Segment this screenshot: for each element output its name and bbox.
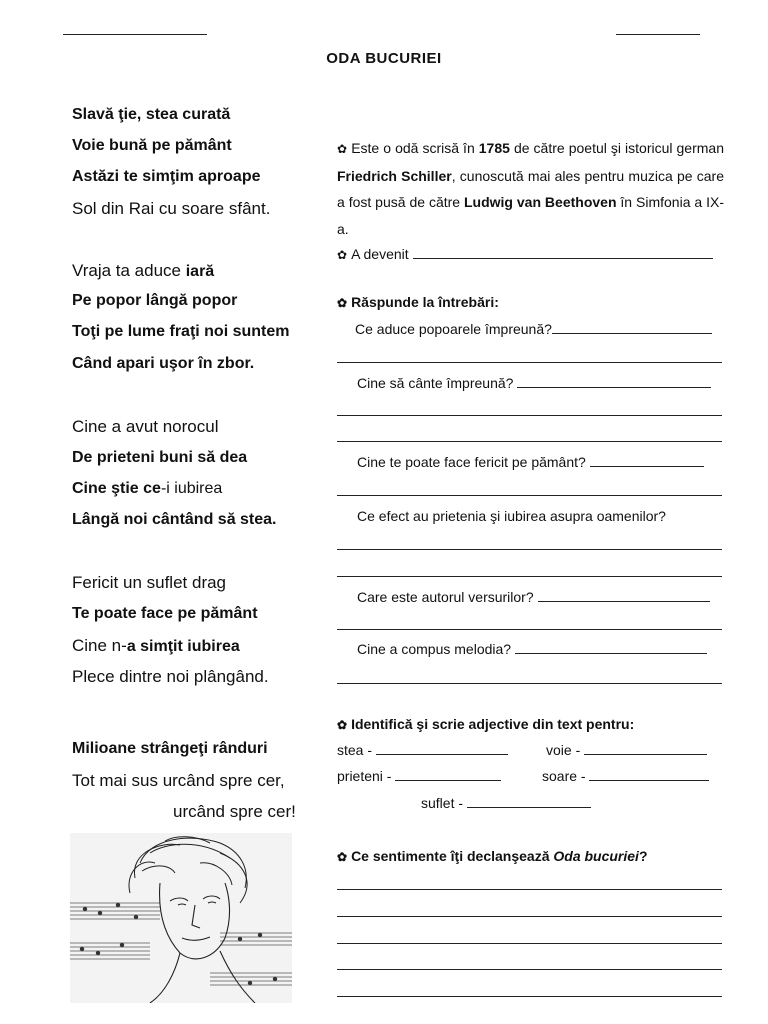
answer-line[interactable] bbox=[589, 768, 709, 781]
answer-line[interactable] bbox=[395, 768, 501, 781]
adjective-soare bbox=[542, 768, 709, 784]
intro-text: , cunoscută mai ales pentru muzica pe care a fost pusă de către bbox=[337, 167, 724, 210]
answer-line[interactable] bbox=[337, 495, 722, 496]
intro-text: de către poetul şi istoricul german bbox=[509, 140, 724, 156]
adjective-stea bbox=[337, 742, 508, 758]
poem-line bbox=[72, 636, 240, 656]
intro-author: Friedrich Schiller bbox=[337, 167, 452, 184]
answer-line[interactable] bbox=[552, 321, 712, 334]
answer-line[interactable] bbox=[337, 943, 722, 944]
became-label: A devenit bbox=[351, 246, 409, 262]
answer-line[interactable] bbox=[337, 415, 722, 416]
poem-line: Când apari uşor în zbor. bbox=[72, 355, 255, 372]
poem-line: Slavă ţie, stea curată bbox=[72, 106, 231, 123]
poem-line: Tot mai sus urcând spre cer, bbox=[72, 771, 285, 790]
poem-line: Lângă noi cântând să stea. bbox=[72, 511, 277, 528]
poem-line: Toţi pe lume fraţi noi suntem bbox=[72, 323, 290, 340]
question-6 bbox=[357, 641, 707, 657]
answer-line[interactable] bbox=[337, 969, 722, 970]
poem-line-part: Cine n- bbox=[72, 636, 127, 655]
became-row bbox=[337, 246, 713, 262]
question-text: Care este autorul versurilor? bbox=[357, 589, 534, 605]
poem-line: Fericit un suflet drag bbox=[72, 573, 227, 592]
question-text: Ce efect au prietenia şi iubirea asupra oamenilor? bbox=[357, 508, 666, 524]
flower-bullet-icon: ✿ bbox=[337, 718, 348, 732]
question-text: Cine te poate face fericit pe pământ? bbox=[357, 454, 586, 470]
poem-line bbox=[72, 261, 214, 281]
answer-line[interactable] bbox=[467, 795, 591, 808]
questions-heading bbox=[337, 294, 499, 310]
question-5 bbox=[357, 589, 710, 605]
poem-line-part: Vraja ta aduce bbox=[72, 261, 186, 280]
answer-line[interactable] bbox=[337, 889, 722, 890]
adjective-label: voie - bbox=[546, 742, 581, 758]
feelings-heading-text: ? bbox=[638, 848, 648, 864]
question-2 bbox=[357, 375, 711, 391]
answer-line[interactable] bbox=[590, 454, 704, 467]
question-4 bbox=[357, 508, 666, 524]
answer-line[interactable] bbox=[337, 549, 722, 550]
answer-line[interactable] bbox=[517, 375, 711, 388]
answer-line[interactable] bbox=[515, 641, 707, 654]
answer-line[interactable] bbox=[337, 629, 722, 630]
adjective-label: soare - bbox=[542, 768, 586, 784]
questions-heading-text: Răspunde la întrebări: bbox=[351, 294, 499, 310]
adjective-suflet bbox=[421, 795, 591, 811]
poem-line: Plece dintre noi plângând. bbox=[72, 667, 269, 686]
adjective-label: prieteni - bbox=[337, 768, 392, 784]
question-text: Cine să cânte împreună? bbox=[357, 375, 514, 391]
date-blank-line[interactable] bbox=[616, 34, 700, 35]
question-text: Cine a compus melodia? bbox=[357, 641, 512, 657]
intro-paragraph bbox=[337, 135, 724, 242]
answer-line[interactable] bbox=[337, 362, 722, 363]
name-blank-line[interactable] bbox=[63, 34, 207, 35]
adjective-voie bbox=[546, 742, 707, 758]
intro-text: Este o odă scrisă în bbox=[351, 140, 479, 156]
poem-line bbox=[72, 480, 222, 498]
intro-year: 1785 bbox=[478, 140, 510, 156]
intro-text: în Simfonia a IX-a. bbox=[337, 194, 724, 237]
adjectives-heading bbox=[337, 716, 634, 732]
poem-line: Pe popor lângă popor bbox=[72, 292, 238, 309]
poem-line: Voie bună pe pământ bbox=[72, 137, 232, 154]
answer-line[interactable] bbox=[337, 576, 722, 577]
answer-line[interactable] bbox=[337, 916, 722, 917]
answer-line[interactable] bbox=[376, 742, 508, 755]
question-text: Ce aduce popoarele împreună? bbox=[355, 321, 552, 337]
page-title: ODA BUCURIEI bbox=[326, 50, 442, 67]
poem-line-part: -i iubirea bbox=[160, 480, 223, 497]
intro-composer: Ludwig van Beethoven bbox=[463, 194, 617, 210]
question-1 bbox=[355, 321, 712, 337]
answer-line[interactable] bbox=[337, 996, 722, 997]
adjectives-heading-text: Identifică şi scrie adjective din text pentru: bbox=[351, 716, 635, 732]
feelings-heading bbox=[337, 848, 648, 864]
answer-line[interactable] bbox=[337, 683, 722, 684]
portrait-sketch bbox=[70, 833, 292, 1003]
poem-line-part: a simţit iubirea bbox=[126, 638, 240, 655]
poem-line: Cine a avut norocul bbox=[72, 417, 219, 436]
poem-line-part: iară bbox=[185, 263, 215, 280]
adjective-prieteni bbox=[337, 768, 501, 784]
flower-bullet-icon: ✿ bbox=[337, 296, 348, 310]
answer-line[interactable] bbox=[584, 742, 707, 755]
answer-line[interactable] bbox=[337, 441, 722, 442]
poem-line: Te poate face pe pământ bbox=[72, 605, 258, 622]
answer-line[interactable] bbox=[538, 589, 710, 602]
poem-line: urcând spre cer! bbox=[173, 802, 296, 821]
adjective-label: stea - bbox=[337, 742, 373, 758]
became-answer-line[interactable] bbox=[413, 246, 713, 259]
poem-line: Sol din Rai cu soare sfânt. bbox=[72, 199, 271, 218]
poem-line: Milioane strângeţi rânduri bbox=[72, 740, 268, 757]
flower-bullet-icon: ✿ bbox=[337, 142, 348, 156]
flower-bullet-icon: ✿ bbox=[337, 248, 348, 262]
beethoven-portrait-image bbox=[70, 833, 292, 1003]
adjective-label: suflet - bbox=[421, 795, 464, 811]
poem-line: Astăzi te simţim aproape bbox=[72, 168, 261, 185]
question-3 bbox=[357, 454, 704, 470]
feelings-heading-title: Oda bucuriei bbox=[553, 848, 639, 864]
feelings-heading-text: Ce sentimente îţi declanşează bbox=[351, 848, 554, 864]
flower-bullet-icon: ✿ bbox=[337, 850, 348, 864]
poem-line: De prieteni buni să dea bbox=[72, 449, 248, 466]
poem-line-part: Cine ştie ce bbox=[72, 480, 161, 497]
